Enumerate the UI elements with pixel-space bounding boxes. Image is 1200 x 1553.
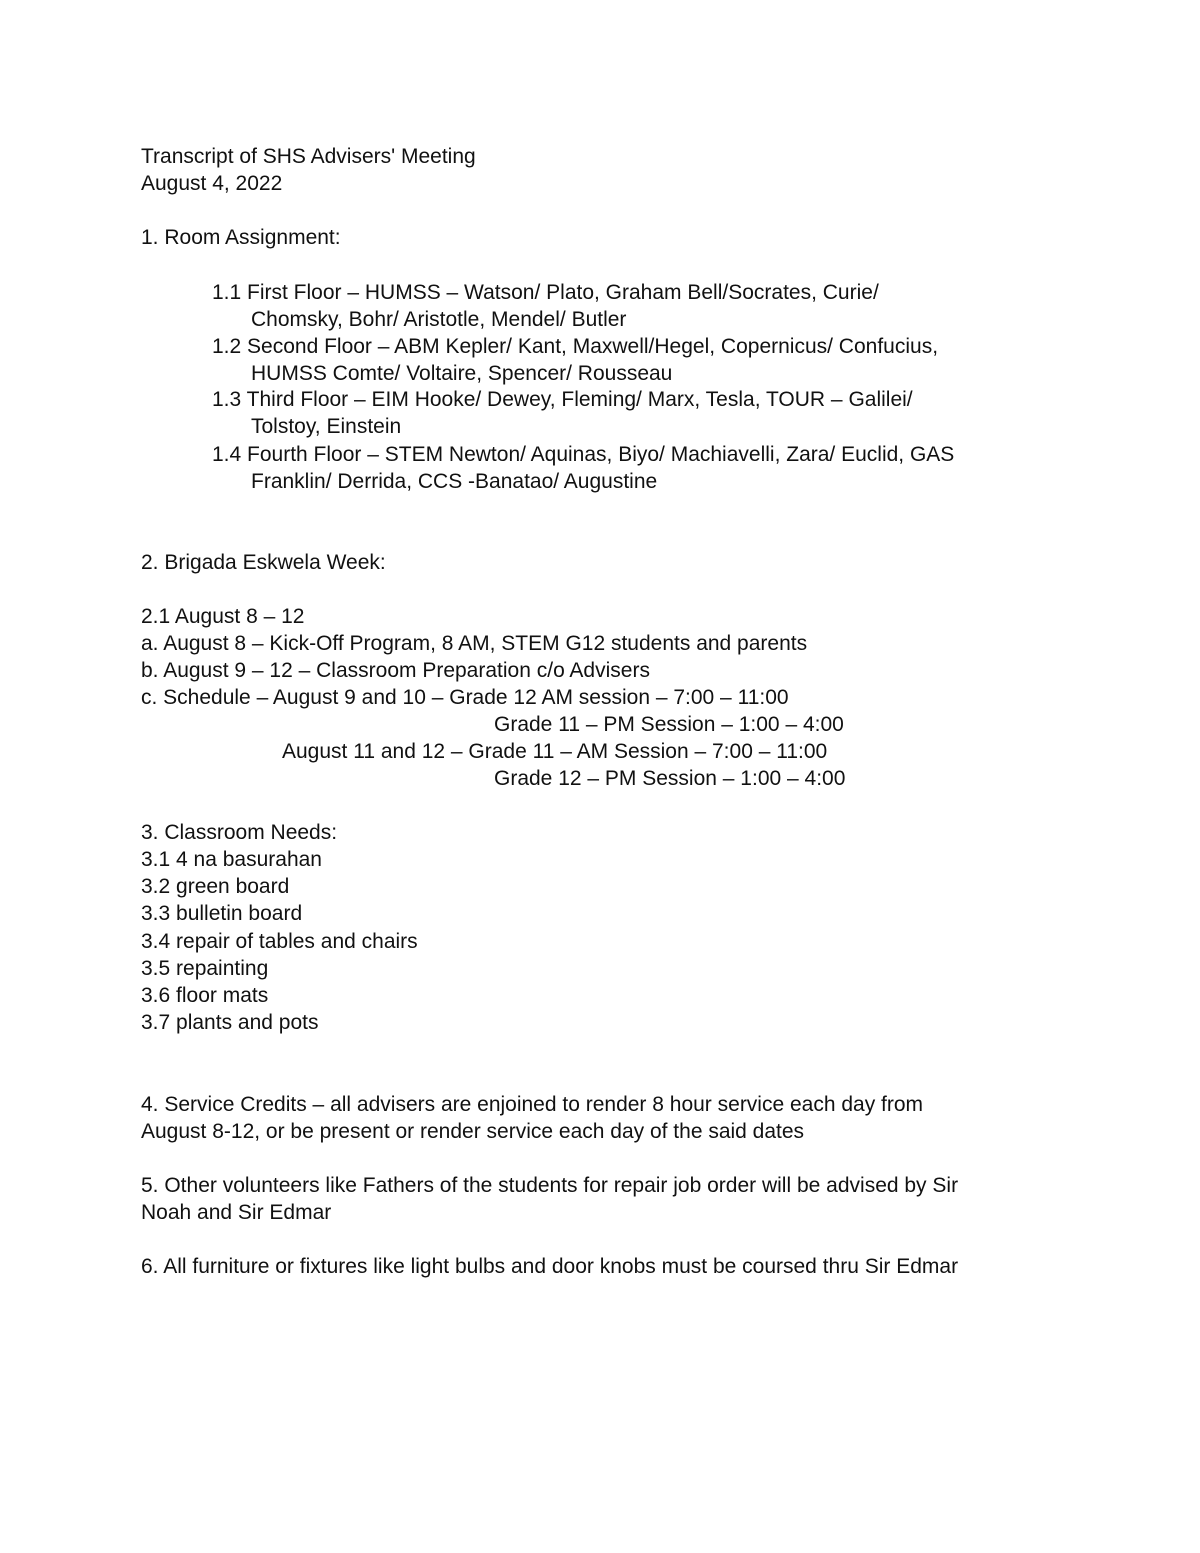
room-item-1-2: 1.2 Second Floor – ABM Kepler/ Kant, Maxwell/Hegel, Copernicus/ Confucius, xyxy=(212,335,939,358)
section-2-item-b: b. August 9 – 12 – Classroom Preparation c/o Advisers xyxy=(141,659,650,682)
schedule-line-4: Grade 12 – PM Session – 1:00 – 4:00 xyxy=(494,767,846,790)
document-date: August 4, 2022 xyxy=(141,172,283,195)
section-3-heading: 3. Classroom Needs: xyxy=(141,821,338,844)
section-1-heading: 1. Room Assignment: xyxy=(141,226,341,249)
room-item-1-3-cont: Tolstoy, Einstein xyxy=(251,415,402,438)
room-item-1-4: 1.4 Fourth Floor – STEM Newton/ Aquinas, Biyo/ Machiavelli, Zara/ Euclid, GAS xyxy=(212,443,955,466)
section-4-line-2: August 8-12, or be present or render service each day of the said dates xyxy=(141,1120,805,1143)
classroom-need-3-2: 3.2 green board xyxy=(141,875,290,898)
classroom-need-3-3: 3.3 bulletin board xyxy=(141,902,303,925)
room-item-1-2-cont: HUMSS Comte/ Voltaire, Spencer/ Rousseau xyxy=(251,362,673,385)
classroom-need-3-7: 3.7 plants and pots xyxy=(141,1011,319,1034)
room-item-1-3: 1.3 Third Floor – EIM Hooke/ Dewey, Fleming/ Marx, Tesla, TOUR – Galilei/ xyxy=(212,388,913,411)
section-6-line-1: 6. All furniture or fixtures like light bulbs and door knobs must be coursed thru Sir Edmar xyxy=(141,1255,959,1278)
section-5-line-2: Noah and Sir Edmar xyxy=(141,1201,332,1224)
section-2-1-subheading: 2.1 August 8 – 12 xyxy=(141,605,305,628)
section-5-line-1: 5. Other volunteers like Fathers of the students for repair job order will be advised by Sir xyxy=(141,1174,959,1197)
room-item-1-1: 1.1 First Floor – HUMSS – Watson/ Plato, Graham Bell/Socrates, Curie/ xyxy=(212,281,879,304)
schedule-line-2: Grade 11 – PM Session – 1:00 – 4:00 xyxy=(494,713,844,736)
classroom-need-3-5: 3.5 repainting xyxy=(141,957,269,980)
section-2-item-a: a. August 8 – Kick-Off Program, 8 AM, STEM G12 students and parents xyxy=(141,632,808,655)
classroom-need-3-6: 3.6 floor mats xyxy=(141,984,269,1007)
room-item-1-1-cont: Chomsky, Bohr/ Aristotle, Mendel/ Butler xyxy=(251,308,627,331)
section-4-line-1: 4. Service Credits – all advisers are enjoined to render 8 hour service each day from xyxy=(141,1093,924,1116)
classroom-need-3-4: 3.4 repair of tables and chairs xyxy=(141,930,418,953)
classroom-need-3-1: 3.1 4 na basurahan xyxy=(141,848,322,871)
room-item-1-4-cont: Franklin/ Derrida, CCS -Banatao/ Augustine xyxy=(251,470,658,493)
section-2-heading: 2. Brigada Eskwela Week: xyxy=(141,551,386,574)
document-title: Transcript of SHS Advisers' Meeting xyxy=(141,145,476,168)
schedule-line-3: August 11 and 12 – Grade 11 – AM Session – 7:00 – 11:00 xyxy=(282,740,828,763)
section-2-item-c: c. Schedule – August 9 and 10 – Grade 12 AM session – 7:00 – 11:00 xyxy=(141,686,789,709)
